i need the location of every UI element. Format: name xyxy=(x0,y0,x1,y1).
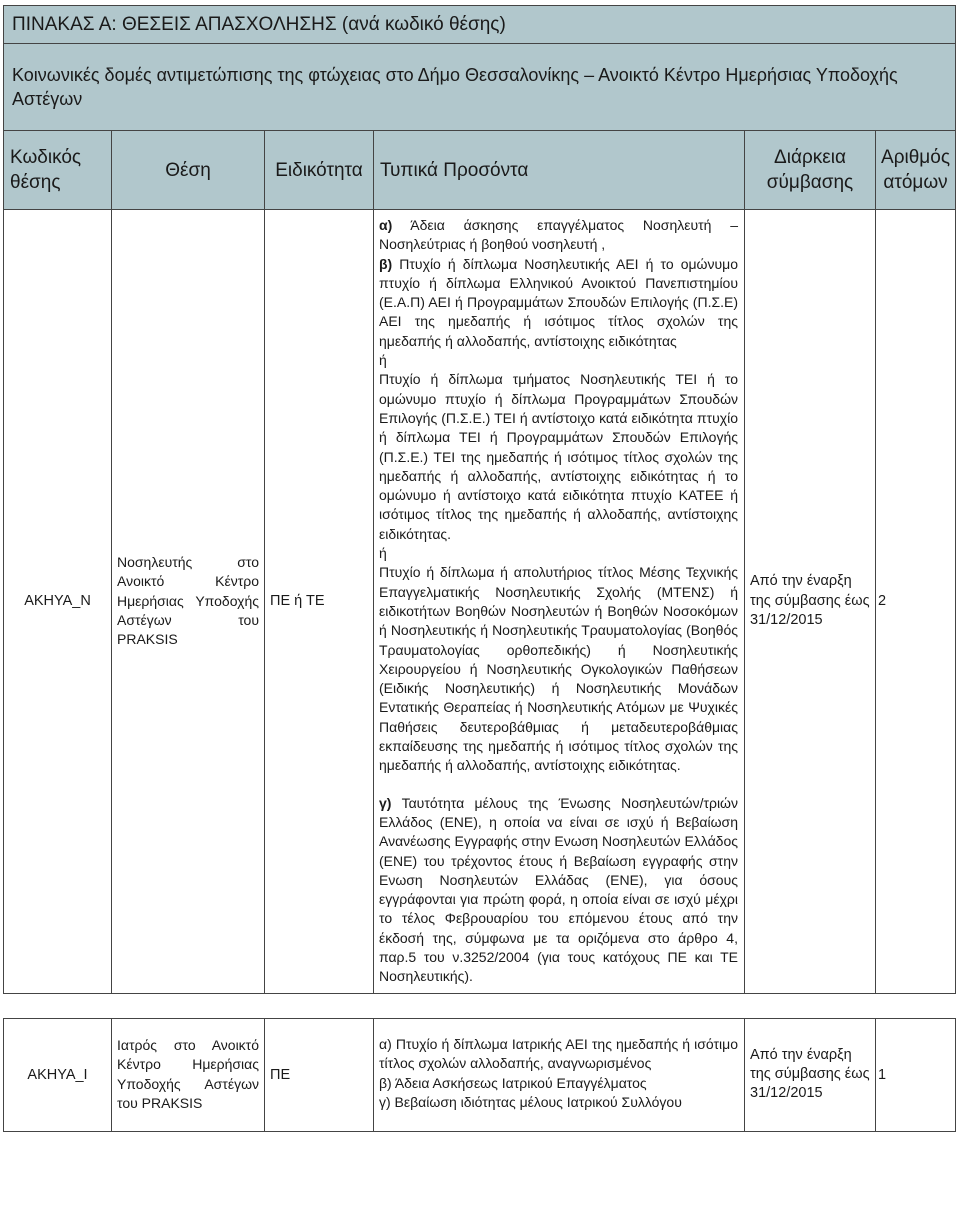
people-count: 2 xyxy=(876,210,956,994)
qualification-c: γ) Βεβαίωση ιδιότητας μέλους Ιατρικού Συλλόγου xyxy=(379,1093,682,1110)
table-row xyxy=(4,210,956,994)
position-code: ΑΚΗΥΑ_Ι xyxy=(4,1018,112,1131)
header-position: Θέση xyxy=(112,131,265,210)
table-row xyxy=(4,1018,956,1131)
header-qualifications: Τυπικά Προσόντα xyxy=(374,131,745,210)
table-title: ΠΙΝΑΚΑΣ Α: ΘΕΣΕΙΣ ΑΠΑΣΧΟΛΗΣΗΣ (ανά κωδικό θέσης) xyxy=(4,6,956,44)
row-spacer xyxy=(4,993,956,1018)
qualification-mtens: Πτυχίο ή δίπλωμα ή απολυτήριος τίτλος Μέσης Τεχνικής Επαγγελματικής Νοσηλευτικής Σχολής (ΜΤΕΝΣ) ή ειδικοτήτων Βοηθών Νοσηλευτών ή Βοηθών Νοσοκόμων ή Νοσηλευτικής ή Νοσηλευτικής Τραυματολογίας (Βοηθός Τραυματολογίας ορθοπεδικής) ή Νοσηλευτικής Χειρουργείου ή Νοσηλευτικής Ογκολογικών Παθήσεων (Ειδικής Νοσηλευτικής) ή Νοσηλευτικής Μονάδων Εντατικής Θεραπείας ή Νοσηλευτικής Ατόμων με Ψυχικές Παθήσεις δευτεροβάθμιας ή μεταδευτεροβάθμιας εκπαίδευσης της ημεδαπής ή ισότιμος τίτλος σχολών της ημεδαπής ή αλλοδαπής, αντίστοιχης ειδικότητας. xyxy=(379,564,738,774)
qualification-a: α) Πτυχίο ή δίπλωμα Ιατρικής ΑΕΙ της ημεδαπής ή ισότιμο τίτλος σχολών αλλοδαπής, αναγνωρισμένος xyxy=(379,1035,738,1072)
position-qualifications xyxy=(374,1018,745,1131)
qualification-or: ή xyxy=(379,352,387,369)
title-row xyxy=(4,6,956,44)
qualification-b: β) Άδεια Ασκήσεως Ιατρικού Επαγγέλματος xyxy=(379,1074,647,1091)
contract-duration: Από την έναρξη της σύμβασης έως 31/12/2015 xyxy=(745,1018,876,1131)
qualification-a: α) Άδεια άσκησης επαγγέλματος Νοσηλευτή – Νοσηλεύτριας ή βοηθού νοσηλευτή , xyxy=(379,217,738,253)
position-specialty: ΠΕ xyxy=(265,1018,374,1131)
table-subtitle: Κοινωνικές δομές αντιμετώπισης της φτώχειας στο Δήμο Θεσσαλονίκης – Ανοικτό Κέντρο Ημερήσιας Υποδοχής Αστέγων xyxy=(4,44,956,131)
header-duration: Διάρκεια σύμβασης xyxy=(745,131,876,210)
header-count: Αριθμός ατόμων xyxy=(876,131,956,210)
position-qualifications xyxy=(374,210,745,994)
position-specialty: ΠΕ ή ΤΕ xyxy=(265,210,374,994)
subtitle-row xyxy=(4,44,956,131)
people-count: 1 xyxy=(876,1018,956,1131)
qualification-c: γ) Ταυτότητα μέλους της Ένωσης Νοσηλευτών/τριών Ελλάδος (ΕΝΕ), η οποία να είναι σε ισχύ ή Βεβαίωση Ανανέωσης Εγγραφής στην Ενωση Νοσηλευτών Ελλάδος (ΕΝΕ) του τρέχοντος έτους ή Βεβαίωση εγγραφής στην Ενωση Νοσηλευτών Ελλάδας (ΕΝΕ), για όσους εγγράφονται για πρώτη φορά, η οποία είναι σε ισχύ μέχρι το τέλος Φεβρουαρίου του επόμενου έτους από την έκδοσή της, σύμφωνα με τα οριζόμενα στο άρθρο 4, παρ.5 του ν.3252/2004 (για τους κατόχους ΠΕ και ΤΕ Νοσηλευτικής). xyxy=(379,794,738,985)
qualification-tei: Πτυχίο ή δίπλωμα τμήματος Νοσηλευτικής ΤΕΙ ή το ομώνυμο πτυχίο ή δίπλωμα Προγραμμάτων Σπουδών Επιλογής (Π.Σ.Ε.) ΤΕΙ ή αντίστοιχο κατά ειδικότητα πτυχίο ή δίπλωμα ΤΕΙ ή Προγραμμάτων Σπουδών Επιλογής (Π.Σ.Ε.) ΤΕΙ της ημεδαπής ή ισότιμος τίτλος σχολών της ημεδαπής ή αλλοδαπής, αντίστοιχης ειδικότητας ή το ομώνυμο ή αντίστοιχο κατά ειδικότητα πτυχίο ΚΑΤΕΕ ή ισότιμος τίτλος της ημεδαπής ή αλλοδαπής, αντίστοιχης ειδικότητας. xyxy=(379,371,738,542)
qualification-or: ή xyxy=(379,545,387,562)
position-code: ΑΚΗΥΑ_Ν xyxy=(4,210,112,994)
positions-table xyxy=(3,5,956,1132)
contract-duration: Από την έναρξη της σύμβασης έως 31/12/2015 xyxy=(745,210,876,994)
qualification-b: β) Πτυχίο ή δίπλωμα Νοσηλευτικής ΑΕΙ ή το ομώνυμο πτυχίο ή δίπλωμα Ελληνικού Ανοικτού Πανεπιστημίου (Ε.Α.Π) ΑΕΙ ή Προγραμμάτων Σπουδών Επιλογής (Π.Σ.Ε) ΑΕΙ της ημεδαπής ή ισότιμος τίτλος σχολών της ημεδαπής ή αλλοδαπής, αντίστοιχης ειδικότητας xyxy=(379,255,738,349)
position-title: Νοσηλευτής στο Ανοικτό Κέντρο Ημερήσιας Υποδοχής Αστέγων του PRAKSIS xyxy=(112,210,265,994)
header-code: Κωδικός θέσης xyxy=(4,131,112,210)
header-row xyxy=(4,131,956,210)
position-title: Ιατρός στο Ανοικτό Κέντρο Ημερήσιας Υποδοχής Αστέγων του PRAKSIS xyxy=(112,1018,265,1131)
header-specialty: Ειδικότητα xyxy=(265,131,374,210)
